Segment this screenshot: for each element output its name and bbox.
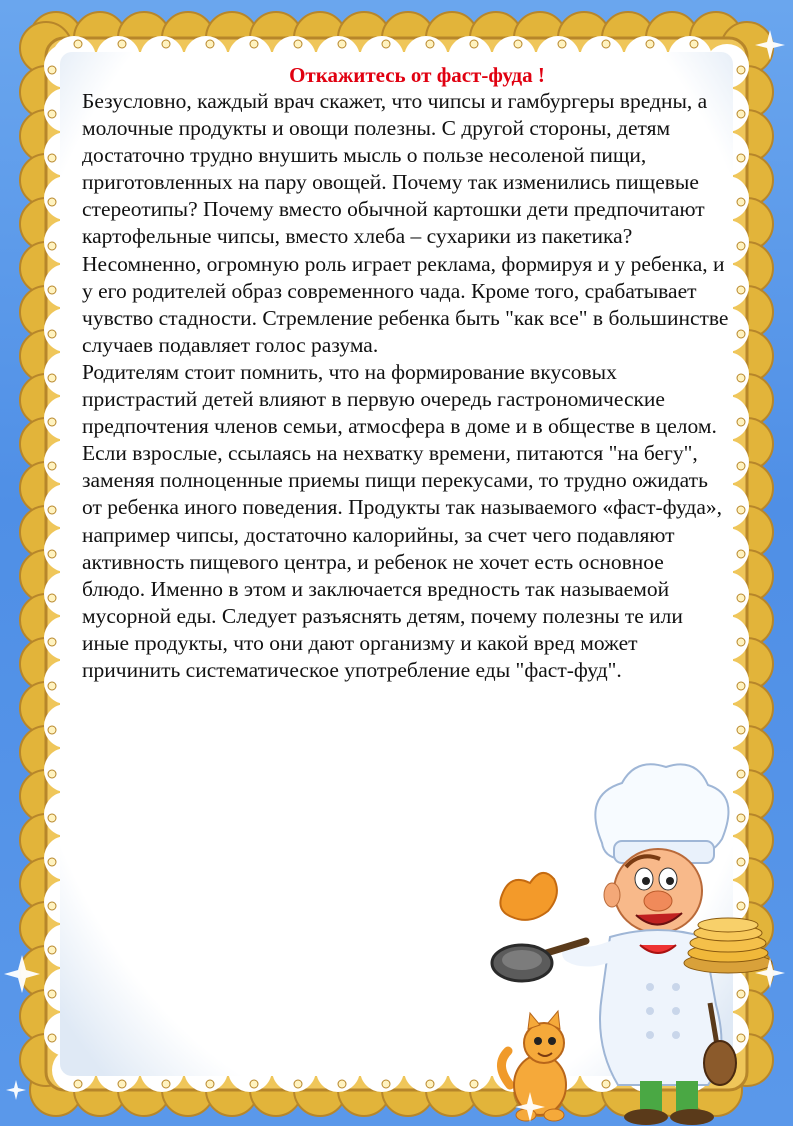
frame-bead (74, 40, 82, 48)
frame-bead (338, 1080, 346, 1088)
frame-bead (206, 1080, 214, 1088)
frame-bead (48, 198, 56, 206)
frame-bead (48, 242, 56, 250)
pancake-stack-icon (684, 918, 772, 973)
wooden-spoon-icon (704, 1041, 736, 1085)
frame-bead (250, 1080, 258, 1088)
frame-bead (48, 506, 56, 514)
frame-bead (48, 858, 56, 866)
frame-bead (737, 506, 745, 514)
frame-bead (338, 40, 346, 48)
frame-bead (737, 154, 745, 162)
frame-bead (737, 374, 745, 382)
frame-bead (382, 40, 390, 48)
frame-bead (48, 770, 56, 778)
frame-bead (162, 1080, 170, 1088)
flying-pancake-icon (500, 873, 557, 920)
frame-bead (426, 40, 434, 48)
article (82, 60, 732, 684)
frame-bead (602, 40, 610, 48)
orange-cat-icon (501, 1011, 566, 1121)
frame-bead (48, 286, 56, 294)
frame-bead (48, 682, 56, 690)
frame-bead (48, 462, 56, 470)
frame-bead (737, 66, 745, 74)
frame-bead (48, 946, 56, 954)
frame-bead (690, 40, 698, 48)
frame-bead (48, 726, 56, 734)
frame-bead (558, 40, 566, 48)
frame-bead (48, 638, 56, 646)
frame-bead (737, 726, 745, 734)
frame-bead (294, 40, 302, 48)
frame-bead (737, 462, 745, 470)
frame-bead (737, 330, 745, 338)
paragraph-1: Безусловно, каждый врач скажет, что чипсы и гамбургеры вредны, а молочные продукты и овощи полезны. С другой стороны, детям достаточно трудно внушить мысль о пользе несоленой пищи, приготовленных на пару овощей. Почему так изменились пищевые стереотипы? Почему вместо обычной картошки дети предпочитают картофельные чипсы, вместо хлеба – сухарики из пакетика? Несомненно, огромную роль играет реклама, формируя и у ребенка, и у его родителей образ современного чада. Кроме того, срабатывает чувство стадности. Стремление ребенка быть "как все" в большинстве случаев подавляет голос разума. (82, 89, 729, 357)
chef-illustration (490, 755, 790, 1125)
frame-bead (48, 990, 56, 998)
frame-bead (737, 198, 745, 206)
frame-bead (294, 1080, 302, 1088)
frame-bead (470, 1080, 478, 1088)
frame-bead (737, 638, 745, 646)
frame-bead (48, 902, 56, 910)
frame-bead (118, 40, 126, 48)
frame-bead (737, 418, 745, 426)
frame-bead (250, 40, 258, 48)
frame-bead (48, 550, 56, 558)
frame-bead (162, 40, 170, 48)
frame-bead (382, 1080, 390, 1088)
frame-bead (426, 1080, 434, 1088)
frame-bead (48, 154, 56, 162)
frame-bead (646, 40, 654, 48)
frame-bead (737, 286, 745, 294)
frame-bead (48, 110, 56, 118)
paragraph-2: Родителям стоит помнить, что на формирование вкусовых пристрастий детей влияют в первую очередь гастрономические предпочтения членов семьи, атмосфера в доме и в обществе в целом. Если взрослые, ссылаясь на нехватку времени, питаются "на бегу", заменяя полноценные приемы пищи перекусами, то трудно ожидать от ребенка иного поведения. Продукты так называемого «фаст-фуда», например чипсы, достаточно калорийны, за счет чего подавляют активность пищевого центра, и ребенок не хочет есть основное блюдо. Именно в этом и заключается вредность так называемой мусорной еды. Следует разъяснять детям, почему полезны те или иные продукты, что они дают организму и какой вред может причинить систематическое употребление еды "фаст-фуд". (82, 359, 723, 682)
frame-bead (48, 594, 56, 602)
frame-bead (737, 110, 745, 118)
frame-bead (514, 40, 522, 48)
frame-bead (737, 594, 745, 602)
frame-bead (48, 66, 56, 74)
frame-bead (48, 330, 56, 338)
frame-bead (48, 374, 56, 382)
frame-bead (737, 242, 745, 250)
frame-bead (74, 1080, 82, 1088)
frame-bead (48, 418, 56, 426)
frame-bead (470, 40, 478, 48)
frame-bead (206, 40, 214, 48)
frame-bead (737, 682, 745, 690)
article-title: Откажитесь от фаст-фуда ! (289, 63, 545, 87)
frame-bead (737, 550, 745, 558)
frame-bead (48, 814, 56, 822)
frame-bead (118, 1080, 126, 1088)
frame-bead (48, 1034, 56, 1042)
